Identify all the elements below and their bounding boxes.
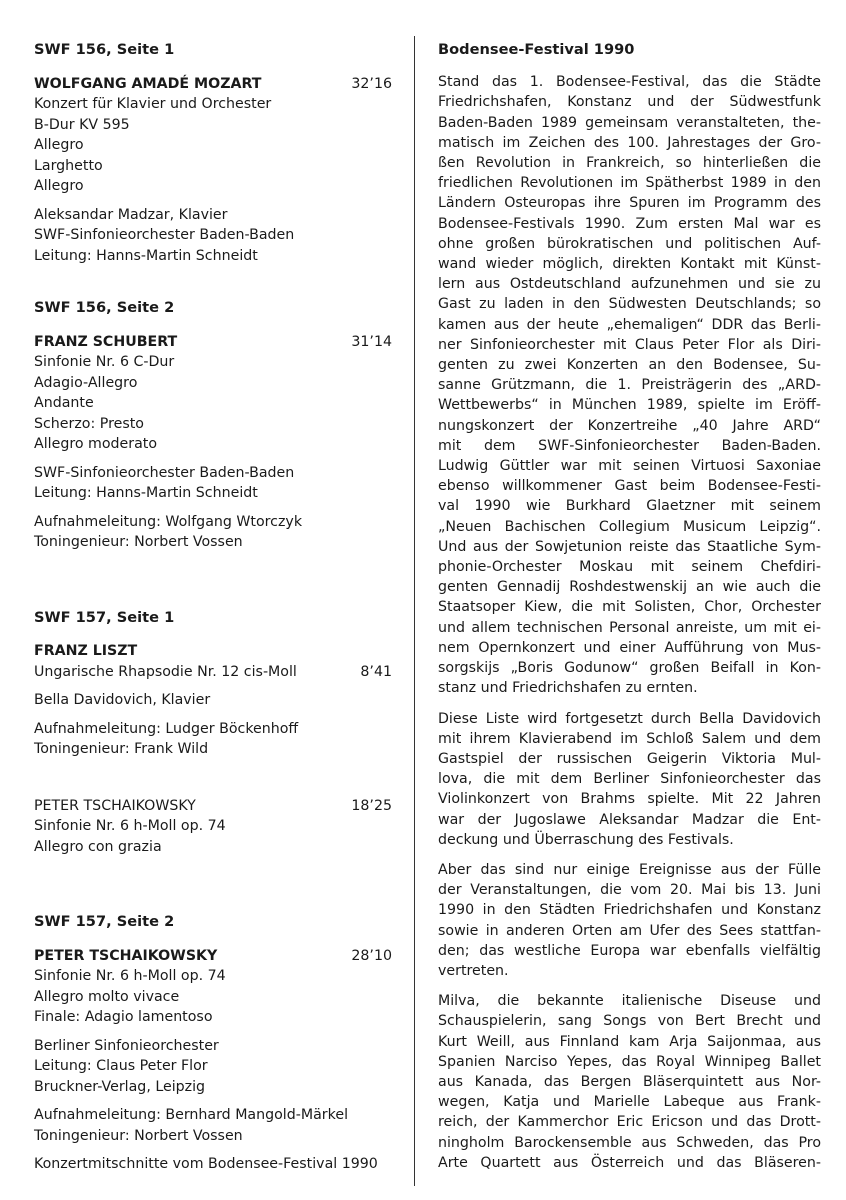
paragraph-line: mit dem SWF-Sinfonieorchester Baden-Baden. (438, 437, 821, 454)
paragraph-line: wegen, Katja und Marielle Labeque aus Frank- (438, 1094, 821, 1111)
paragraph-line: der Veranstaltungen, die vom 20. Mai bis 13. Juni (438, 882, 821, 899)
paragraph-line: Aber das sind nur einige Ereignisse aus der Fülle (438, 861, 821, 878)
credit-line: Toningenieur: Norbert Vossen (34, 534, 243, 550)
credit-line: Aufnahmeleitung: Bernhard Mangold-Märkel (34, 1107, 349, 1123)
composer-row (34, 74, 392, 95)
paragraph-line: genten Gennadij Roshdestwenskij an wie auch die (438, 579, 821, 596)
paragraph-line: ningholm Barockensemble aus Schweden, das Pro (438, 1134, 821, 1151)
performer-line: SWF-Sinfonieorchester Baden-Baden (34, 464, 295, 481)
festival-text-column (438, 40, 821, 1183)
paragraph-line: lova, die mit dem Berliner Sinfonieorchester das (438, 771, 821, 788)
paragraph-line: kamen aus der heute „ehemaligen“ DDR das Berli- (438, 316, 821, 333)
paragraph-line: Schauspielerin, sang Songs von Bert Brecht und (438, 1013, 821, 1030)
paragraph-line: Ländern Osteuropas ihre Spuren im Programm des (438, 195, 821, 212)
paragraph-line: sorgskijs „Boris Godunow“ großen Beifall in Kon- (438, 660, 821, 677)
recording-note: Konzertmitschnitte vom Bodensee-Festival 1990 (34, 1156, 378, 1172)
paragraph-line: Gast zu laden in den Südwesten Deutschlands; so (438, 296, 821, 313)
paragraph-line: Diese Liste wird fortgesetzt durch Bella Davidovich (438, 710, 821, 727)
paragraph-line: Kurt Weill, aus Finnland kam Arja Saijonmaa, aus (438, 1033, 821, 1050)
paragraph-line: aus Kanada, das Bergen Bläserquintett aus Nor- (438, 1073, 821, 1090)
movement-line: Allegro moderato (34, 436, 158, 452)
paragraph-line: Gastspiel der russischen Geigerin Viktoria Mul- (438, 750, 821, 767)
paragraph-line: matisch im Zeichen des 100. Jahrestages der Gro- (438, 134, 821, 151)
track-listing-column (34, 40, 392, 1175)
paragraph-line: ßen Revolution in Frankreich, so hinterließen die (438, 155, 821, 172)
movement-line: Allegro molto vivace (34, 988, 180, 1005)
paragraph-line: nem Opernkonzert und einer Aufführung von Mus- (438, 639, 821, 656)
column-divider (414, 36, 415, 1186)
movement-line: Finale: Adagio lamentoso (34, 1009, 213, 1025)
paragraph-line: Und aus der Sowjetunion reiste das Staatliche Sym- (438, 538, 821, 555)
credit-line: Toningenieur: Norbert Vossen (34, 1127, 243, 1144)
performer-line: Bella Davidovich, Klavier (34, 692, 211, 708)
article-title: Bodensee-Festival 1990 (438, 41, 635, 58)
paragraph-line: Ludwig Güttler war mit seinen Virtuosi Saxoniae (438, 458, 821, 475)
side-heading: SWF 156, Seite 1 (34, 41, 175, 58)
work-line: B-Dur KV 595 (34, 116, 130, 133)
composer-name: WOLFGANG AMADÉ MOZART (34, 75, 262, 92)
article-paragraph (438, 72, 821, 698)
paragraph-line: Baden-Baden 1989 gemeinsam veranstalteten, the- (438, 114, 821, 131)
work-line: Ungarische Rhapsodie Nr. 12 cis-Moll (34, 663, 297, 680)
work-row (34, 662, 392, 683)
duration: 18’25 (351, 797, 392, 814)
paragraph-line: genten zu zwei Konzerten an den Bodensee, Su- (438, 357, 821, 374)
composer-name: PETER TSCHAIKOWSKY (34, 947, 218, 964)
paragraph-line: ebenso willkommener Gast beim Bodensee-Festi- (438, 478, 821, 495)
paragraph-line: reich, der Kammerchor Eric Ericson und das Drott- (438, 1114, 821, 1131)
composer-row (34, 796, 392, 817)
work-line: Sinfonie Nr. 6 h-Moll op. 74 (34, 968, 226, 984)
credit-line: Aufnahmeleitung: Wolfgang Wtorczyk (34, 513, 303, 530)
side-heading: SWF 156, Seite 2 (34, 299, 175, 316)
credit-line: Aufnahmeleitung: Ludger Böckenhoff (34, 720, 299, 737)
paragraph-line: stanz und Friedrichshafen zu ernten. (438, 680, 698, 697)
paragraph-line: den; das westliche Europa war ebenfalls vielfältig (438, 942, 821, 959)
movement-line: Scherzo: Presto (34, 415, 144, 432)
paragraph-line: Arte Quartett aus Österreich und das Bläseren- (438, 1154, 821, 1171)
movement-line: Allegro (34, 178, 84, 194)
paragraph-line: Wettbewerbs“ in München 1989, spielte im Eröff- (438, 397, 821, 414)
paragraph-line: mit ihrem Klavierabend im Schloß Salem und dem (438, 730, 821, 747)
performer-line: Leitung: Hanns-Martin Schneidt (34, 485, 258, 501)
performer-line: Leitung: Claus Peter Flor (34, 1058, 208, 1074)
paragraph-line: Friedrichshafen, Konstanz und der Südwestfunk (438, 94, 821, 111)
movement-line: Andante (34, 395, 94, 411)
paragraph-line: ner Sinfonieorchester mit Claus Peter Flor als Diri- (438, 336, 821, 353)
movement-line: Allegro con grazia (34, 838, 162, 855)
paragraph-line: sowie in anderen Orten am Ufer des Sees stattfan- (438, 922, 821, 939)
paragraph-line: Bodensee-Festivals 1990. Zum ersten Mal war es (438, 215, 821, 232)
paragraph-line: Violinkonzert von Brahms spielte. Mit 22 Jahren (438, 791, 821, 808)
paragraph-line: deckung und Überraschung des Festivals. (438, 831, 734, 848)
article-paragraph (438, 709, 821, 850)
composer-row (34, 332, 392, 353)
paragraph-line: wand wieder möglich, direkten Kontakt mit Künst- (438, 256, 821, 273)
paragraph-line: Milva, die bekannte italienische Diseuse und (438, 993, 821, 1010)
movement-line: Allegro (34, 137, 84, 153)
paragraph-line: phonie-Orchester Moskau mit seinem Chefdiri- (438, 559, 821, 576)
work-line: Konzert für Klavier und Orchester (34, 96, 272, 112)
credit-line: Toningenieur: Frank Wild (34, 741, 209, 757)
performer-line: Bruckner-Verlag, Leipzig (34, 1078, 206, 1095)
duration: 32’16 (351, 75, 392, 92)
paragraph-line: nungskonzert der Konzertreihe „40 Jahre ARD“ (438, 417, 821, 434)
paragraph-line: lern aus Ostdeutschland aufzunehmen und sie zu (438, 276, 821, 293)
paragraph-line: „Neuen Bachischen Collegium Musicum Leipzig“. (438, 518, 821, 535)
paragraph-line: Spanien Narciso Yepes, das Royal Winnipeg Ballet (438, 1053, 821, 1070)
paragraph-line: vertreten. (438, 962, 509, 979)
paragraph-line: 1990 in den Städten Friedrichshafen und Konstanz (438, 902, 821, 919)
performer-line: Aleksandar Madzar, Klavier (34, 206, 228, 223)
movement-line: Adagio-Allegro (34, 374, 138, 391)
movement-line: Larghetto (34, 157, 103, 174)
composer-name: FRANZ SCHUBERT (34, 333, 178, 350)
side-heading: SWF 157, Seite 2 (34, 913, 175, 930)
paragraph-line: Stand das 1. Bodensee-Festival, das die Städte (438, 74, 821, 91)
paragraph-line: war der Jugoslawe Aleksandar Madzar die Ent- (438, 811, 821, 828)
performer-line: SWF-Sinfonieorchester Baden-Baden (34, 227, 295, 243)
paragraph-line: Staatsoper Kiew, die mit Solisten, Chor, Orchester (438, 599, 821, 616)
paragraph-line: val 1990 wie Burkhard Glaetzner mit seinem (438, 498, 821, 515)
work-line: Sinfonie Nr. 6 h-Moll op. 74 (34, 818, 226, 834)
paragraph-line: friedlichen Revolutionen im Spätherbst 1989 in den (438, 175, 821, 192)
composer-name: FRANZ LISZT (34, 643, 138, 659)
performer-line: Leitung: Hanns-Martin Schneidt (34, 247, 258, 264)
article-paragraph (438, 991, 821, 1173)
duration: 8’41 (360, 663, 392, 680)
paragraph-line: und allem technischen Personal anreiste, um mit ei- (438, 619, 821, 636)
work-line: Sinfonie Nr. 6 C-Dur (34, 354, 175, 370)
composer-name: PETER TSCHAIKOWSKY (34, 797, 196, 814)
composer-row (34, 946, 392, 967)
paragraph-line: sanne Grützmann, die 1. Preisträgerin des „ARD- (438, 377, 821, 394)
performer-line: Berliner Sinfonieorchester (34, 1037, 219, 1054)
side-heading: SWF 157, Seite 1 (34, 608, 175, 626)
composer-row (34, 641, 392, 662)
duration: 28’10 (351, 947, 392, 964)
duration: 31’14 (351, 333, 392, 350)
paragraph-line: ohne großen bürokratischen und politischen Auf- (438, 235, 821, 252)
article-paragraph (438, 860, 821, 981)
